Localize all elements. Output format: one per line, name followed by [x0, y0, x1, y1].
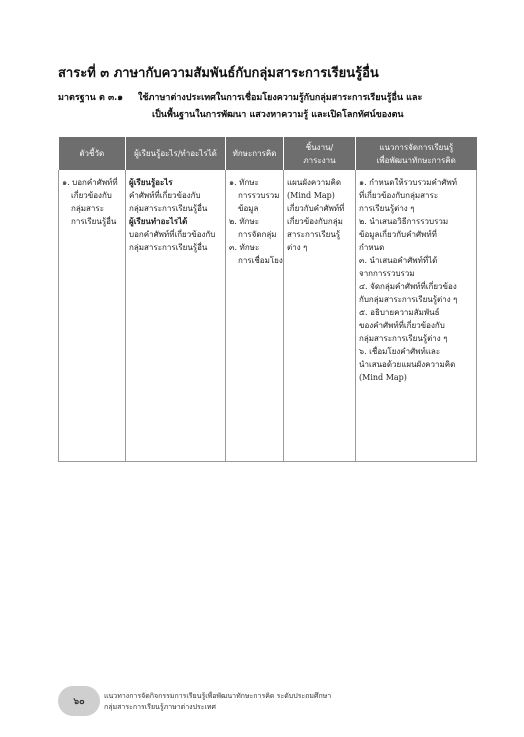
approach-line: ๕. อธิบายความสัมพันธ์ — [359, 308, 440, 317]
approach-line: นำเสนอด้วยแผนผังความคิด — [359, 360, 456, 369]
learner-do-line: กลุ่มสาระการเรียนรู้อื่น — [129, 243, 208, 252]
learner-know-heading: ผู้เรียนรู้อะไร — [129, 177, 173, 187]
cell-learner — [126, 170, 226, 462]
approach-line: ๒. นำเสนอวิธีการรวบรวม — [359, 217, 449, 226]
header-approach — [356, 137, 477, 170]
skills-line: ๑. ทักษะ — [229, 178, 259, 187]
work-line: เกี่ยวกับคำศัพท์ที่ — [287, 204, 345, 213]
work-line: สาระการเรียนรู้ — [287, 230, 341, 239]
footer-line-1: แนวทางการจัดกิจกรรมการเรียนรู้เพื่อพัฒนาทักษะการคิด ระดับประถมศึกษา — [104, 692, 332, 700]
approach-line: กำหนด — [359, 243, 385, 252]
indicator-line: กลุ่มสาระ — [71, 204, 104, 213]
header-learner: ผู้เรียนรู้อะไร/ทำอะไรได้ — [126, 137, 226, 170]
approach-line: กับกลุ่มสาระการเรียนรู้ต่าง ๆ — [359, 295, 458, 304]
skills-line: ๒. ทักษะ — [229, 217, 260, 226]
standard-code: มาตรฐาน ต ๓.๑ — [58, 93, 123, 103]
learner-do-heading: ผู้เรียนทำอะไรได้ — [129, 216, 188, 226]
work-line: เกี่ยวข้องกับกลุ่ม — [287, 217, 343, 226]
header-work-line-2: ภาระงาน — [303, 155, 336, 165]
header-approach-line-1: แนวการจัดการเรียนรู้ — [379, 142, 454, 152]
learner-do-line: บอกคำศัพท์ที่เกี่ยวข้องกับ — [129, 230, 216, 239]
header-skills: ทักษะการคิด — [226, 137, 284, 170]
work-line: ต่าง ๆ — [287, 243, 308, 252]
page-number: ๖๐ — [58, 686, 100, 716]
table-header-row — [59, 137, 477, 170]
header-indicator: ตัวชี้วัด — [59, 137, 126, 170]
approach-line: ๖. เชื่อมโยงคำศัพท์และ — [359, 347, 441, 356]
skills-line: ข้อมูล — [238, 204, 259, 213]
work-line: (Mind Map) — [287, 191, 335, 200]
header-work-line-1: ชิ้นงาน/ — [305, 142, 334, 152]
approach-line: ที่เกี่ยวข้องกับกลุ่มสาระ — [359, 191, 439, 200]
approach-line: ๑. กำหนดให้รวบรวมคำศัพท์ — [359, 178, 458, 187]
skills-line: การเชื่อมโยง — [238, 256, 283, 265]
approach-line: ๓. นำเสนอคำศัพท์ที่ได้ — [359, 256, 438, 265]
footer-text — [104, 691, 331, 713]
approach-line: จากการรวบรวม — [359, 269, 415, 278]
footer-line-2: กลุ่มสาระการเรียนรู้ภาษาต่างประเทศ — [104, 703, 216, 711]
approach-line: ๔. จัดกลุ่มคำศัพท์ที่เกี่ยวข้อง — [359, 282, 457, 291]
indicator-line: การเรียนรู้อื่น — [71, 217, 117, 226]
header-approach-line-2: เพื่อพัฒนาทักษะการคิด — [376, 155, 456, 165]
standard-text-line-2: เป็นพื้นฐานในการพัฒนา แสวงหาความรู้ และเปิดโลกทัศน์ของตน — [152, 110, 404, 120]
learner-know-line: คำศัพท์ที่เกี่ยวข้องกับ — [129, 191, 201, 200]
cell-work — [284, 170, 356, 462]
cell-approach — [356, 170, 477, 462]
skills-line: การรวบรวม — [238, 191, 280, 200]
cell-indicator — [59, 170, 126, 462]
learner-know-line: กลุ่มสาระการเรียนรู้อื่น — [129, 204, 208, 213]
learning-table — [58, 137, 477, 462]
approach-line: ของคำศัพท์ที่เกี่ยวข้องกับ — [359, 321, 445, 330]
indicator-line: เกี่ยวข้องกับ — [71, 191, 112, 200]
approach-line: ข้อมูลเกี่ยวกับคำศัพท์ที่ — [359, 230, 437, 239]
approach-line: การเรียนรู้ต่าง ๆ — [359, 204, 415, 213]
header-work — [284, 137, 356, 170]
cell-skills — [226, 170, 284, 462]
table-row — [59, 170, 477, 462]
page-title: สาระที่ ๓ ภาษากับความสัมพันธ์กับกลุ่มสาระการเรียนรู้อื่น — [58, 66, 379, 81]
standard-text-line-1: ใช้ภาษาต่างประเทศในการเชื่อมโยงความรู้กับกลุ่มสาระการเรียนรู้อื่น และ — [138, 93, 423, 103]
approach-line: (Mind Map) — [359, 373, 407, 382]
skills-line: ๓. ทักษะ — [229, 243, 260, 252]
skills-line: การจัดกลุ่ม — [238, 230, 277, 239]
standard-statement — [58, 90, 478, 121]
approach-line: กลุ่มสาระการเรียนรู้ต่าง ๆ — [359, 334, 448, 343]
indicator-line: ๑. บอกคำศัพท์ที่ — [62, 178, 118, 187]
work-line: แผนผังความคิด — [287, 178, 342, 187]
